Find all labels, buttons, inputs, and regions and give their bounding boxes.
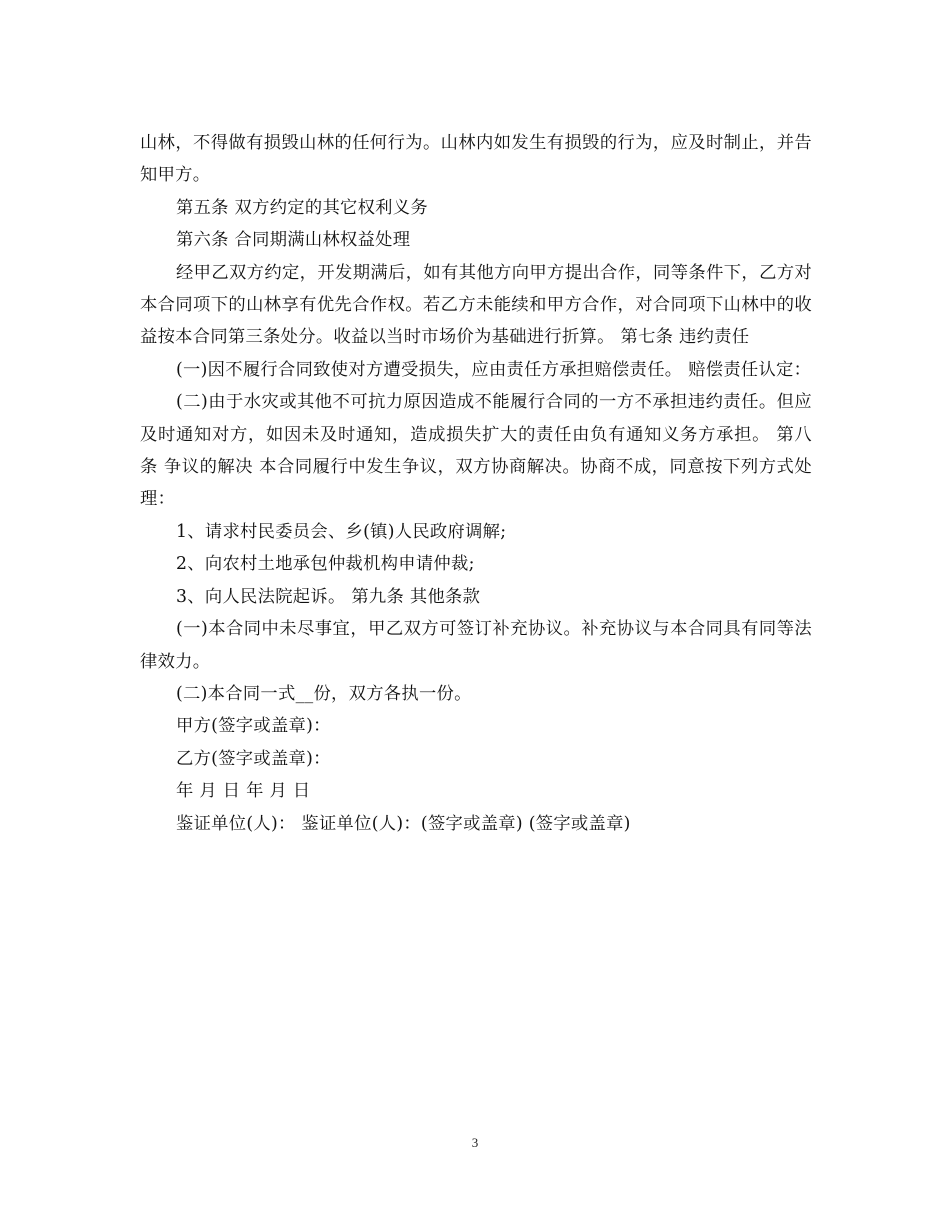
signature-line-party-b: 乙方(签字或盖章)： — [176, 748, 331, 769]
paragraph: (一)因不履行合同致使对方遭受损失，应由责任方承担赔偿责任。 赔偿责任认定： — [176, 359, 812, 380]
date-line: 年 月 日 年 月 日 — [176, 781, 311, 802]
paragraph: (二)本合同一式__份，双方各执一份。 — [176, 683, 472, 704]
verification-line: 鉴证单位(人)： 鉴证单位(人)：(签字或盖章) (签字或盖章) — [176, 813, 631, 834]
section-heading: 第五条 双方约定的其它权利义务 — [176, 197, 428, 218]
page-number: 3 — [471, 1135, 479, 1150]
paragraph: (一)本合同中未尽事宜，甲乙双方可签订补充协议。补充协议与本合同具有同等法律效力。 — [140, 619, 812, 672]
paragraph: 经甲乙双方约定，开发期满后，如有其他方向甲方提出合作，同等条件下，乙方对本合同项下的山林享有优先合作权。若乙方未能续和甲方合作，对合同项下山林中的收益按本合同第三条处分。收益以当时市场价为基础进行折算。 第七条 违约责任 — [140, 262, 812, 348]
paragraph: 山林，不得做有损毁山林的任何行为。山林内如发生有损毁的行为，应及时制止，并告知甲方。 — [140, 133, 812, 186]
signature-line-party-a: 甲方(签字或盖章)： — [176, 716, 331, 737]
list-item: 2、向农村土地承包仲裁机构申请仲裁; — [176, 554, 475, 575]
section-heading: 第六条 合同期满山林权益处理 — [176, 230, 411, 251]
document-body — [140, 127, 812, 840]
list-item: 3、向人民法院起诉。 第九条 其他条款 — [176, 586, 481, 607]
list-item: 1、请求村民委员会、乡(镇)人民政府调解; — [176, 521, 507, 542]
paragraph: (二)由于水灾或其他不可抗力原因造成不能履行合同的一方不承担违约责任。但应及时通知对方，如因未及时通知，造成损失扩大的责任由负有通知义务方承担。 第八条 争议的解决 本合同履行中发生争议，双方协商解决。协商不成，同意按下列方式处理： — [140, 392, 812, 510]
